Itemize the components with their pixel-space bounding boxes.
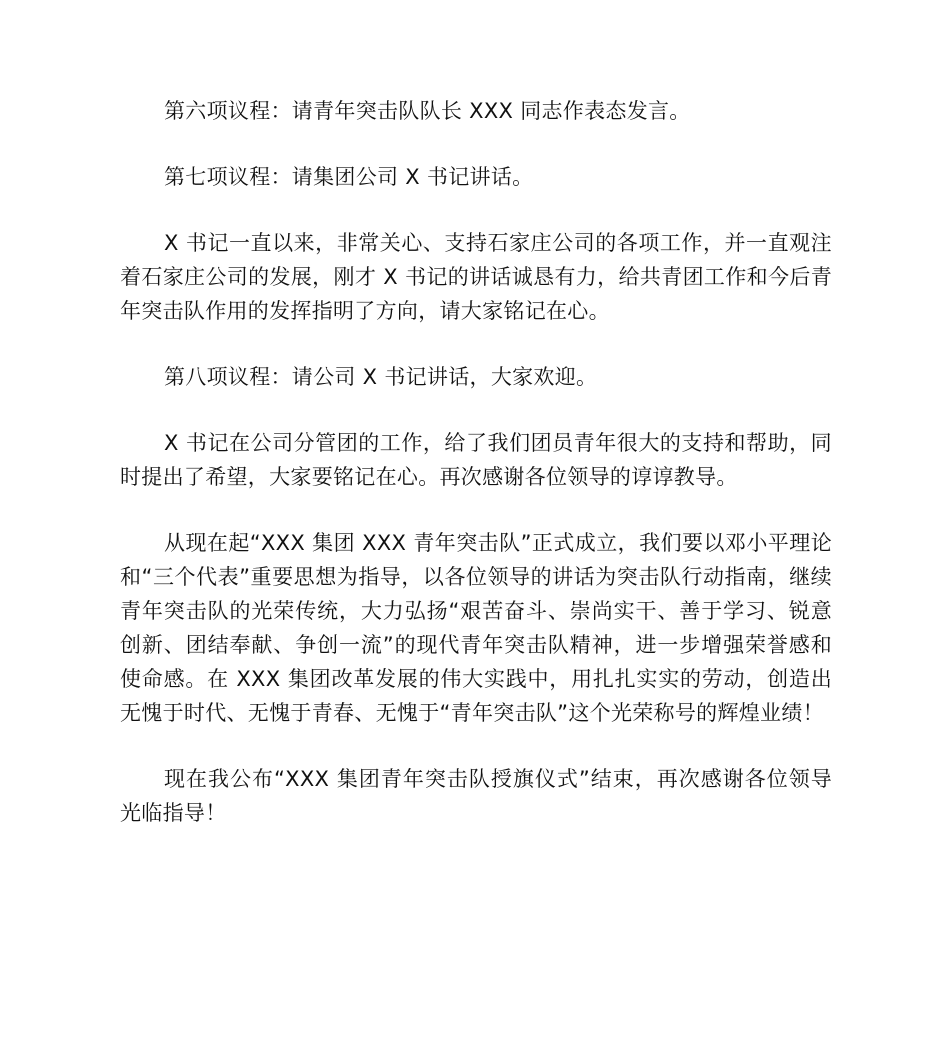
closing-paragraph: 现在我公布“XXX 集团青年突击队授旗仪式”结束，再次感谢各位领导光临指导！ <box>120 767 832 825</box>
body-paragraph: X 书记在公司分管团的工作，给了我们团员青年很大的支持和帮助，同时提出了希望，大家要铭记在心。再次感谢各位领导的谆谆教导。 <box>120 431 832 489</box>
agenda-item-6: 第六项议程：请青年突击队队长 XXX 同志作表态发言。 <box>164 99 691 123</box>
document-body <box>120 94 832 862</box>
agenda-item-7: 第七项议程：请集团公司 X 书记讲话。 <box>164 165 534 189</box>
body-paragraph: X 书记一直以来，非常关心、支持石家庄公司的各项工作，并一直观注着石家庄公司的发展，刚才 X 书记的讲话诚恳有力，给共青团工作和今后青年突击队作用的发挥指明了方向，请大家铭记在心。 <box>120 231 832 323</box>
agenda-item-8: 第八项议程：请公司 X 书记讲话，大家欢迎。 <box>164 365 598 389</box>
body-paragraph: 从现在起“XXX 集团 XXX 青年突击队”正式成立，我们要以邓小平理论和“三个代表”重要思想为指导，以各位领导的讲话为突击队行动指南，继续青年突击队的光荣传统，大力弘扬“艰苦奋斗、崇尚实干、善于学习、锐意创新、团结奉献、争创一流”的现代青年突击队精神，进一步增强荣誉感和使命感。在 XXX 集团改革发展的伟大实践中，用扎扎实实的劳动，创造出无愧于时代、无愧于青春、无愧于“青年突击队”这个光荣称号的辉煌业绩！ <box>120 531 832 725</box>
